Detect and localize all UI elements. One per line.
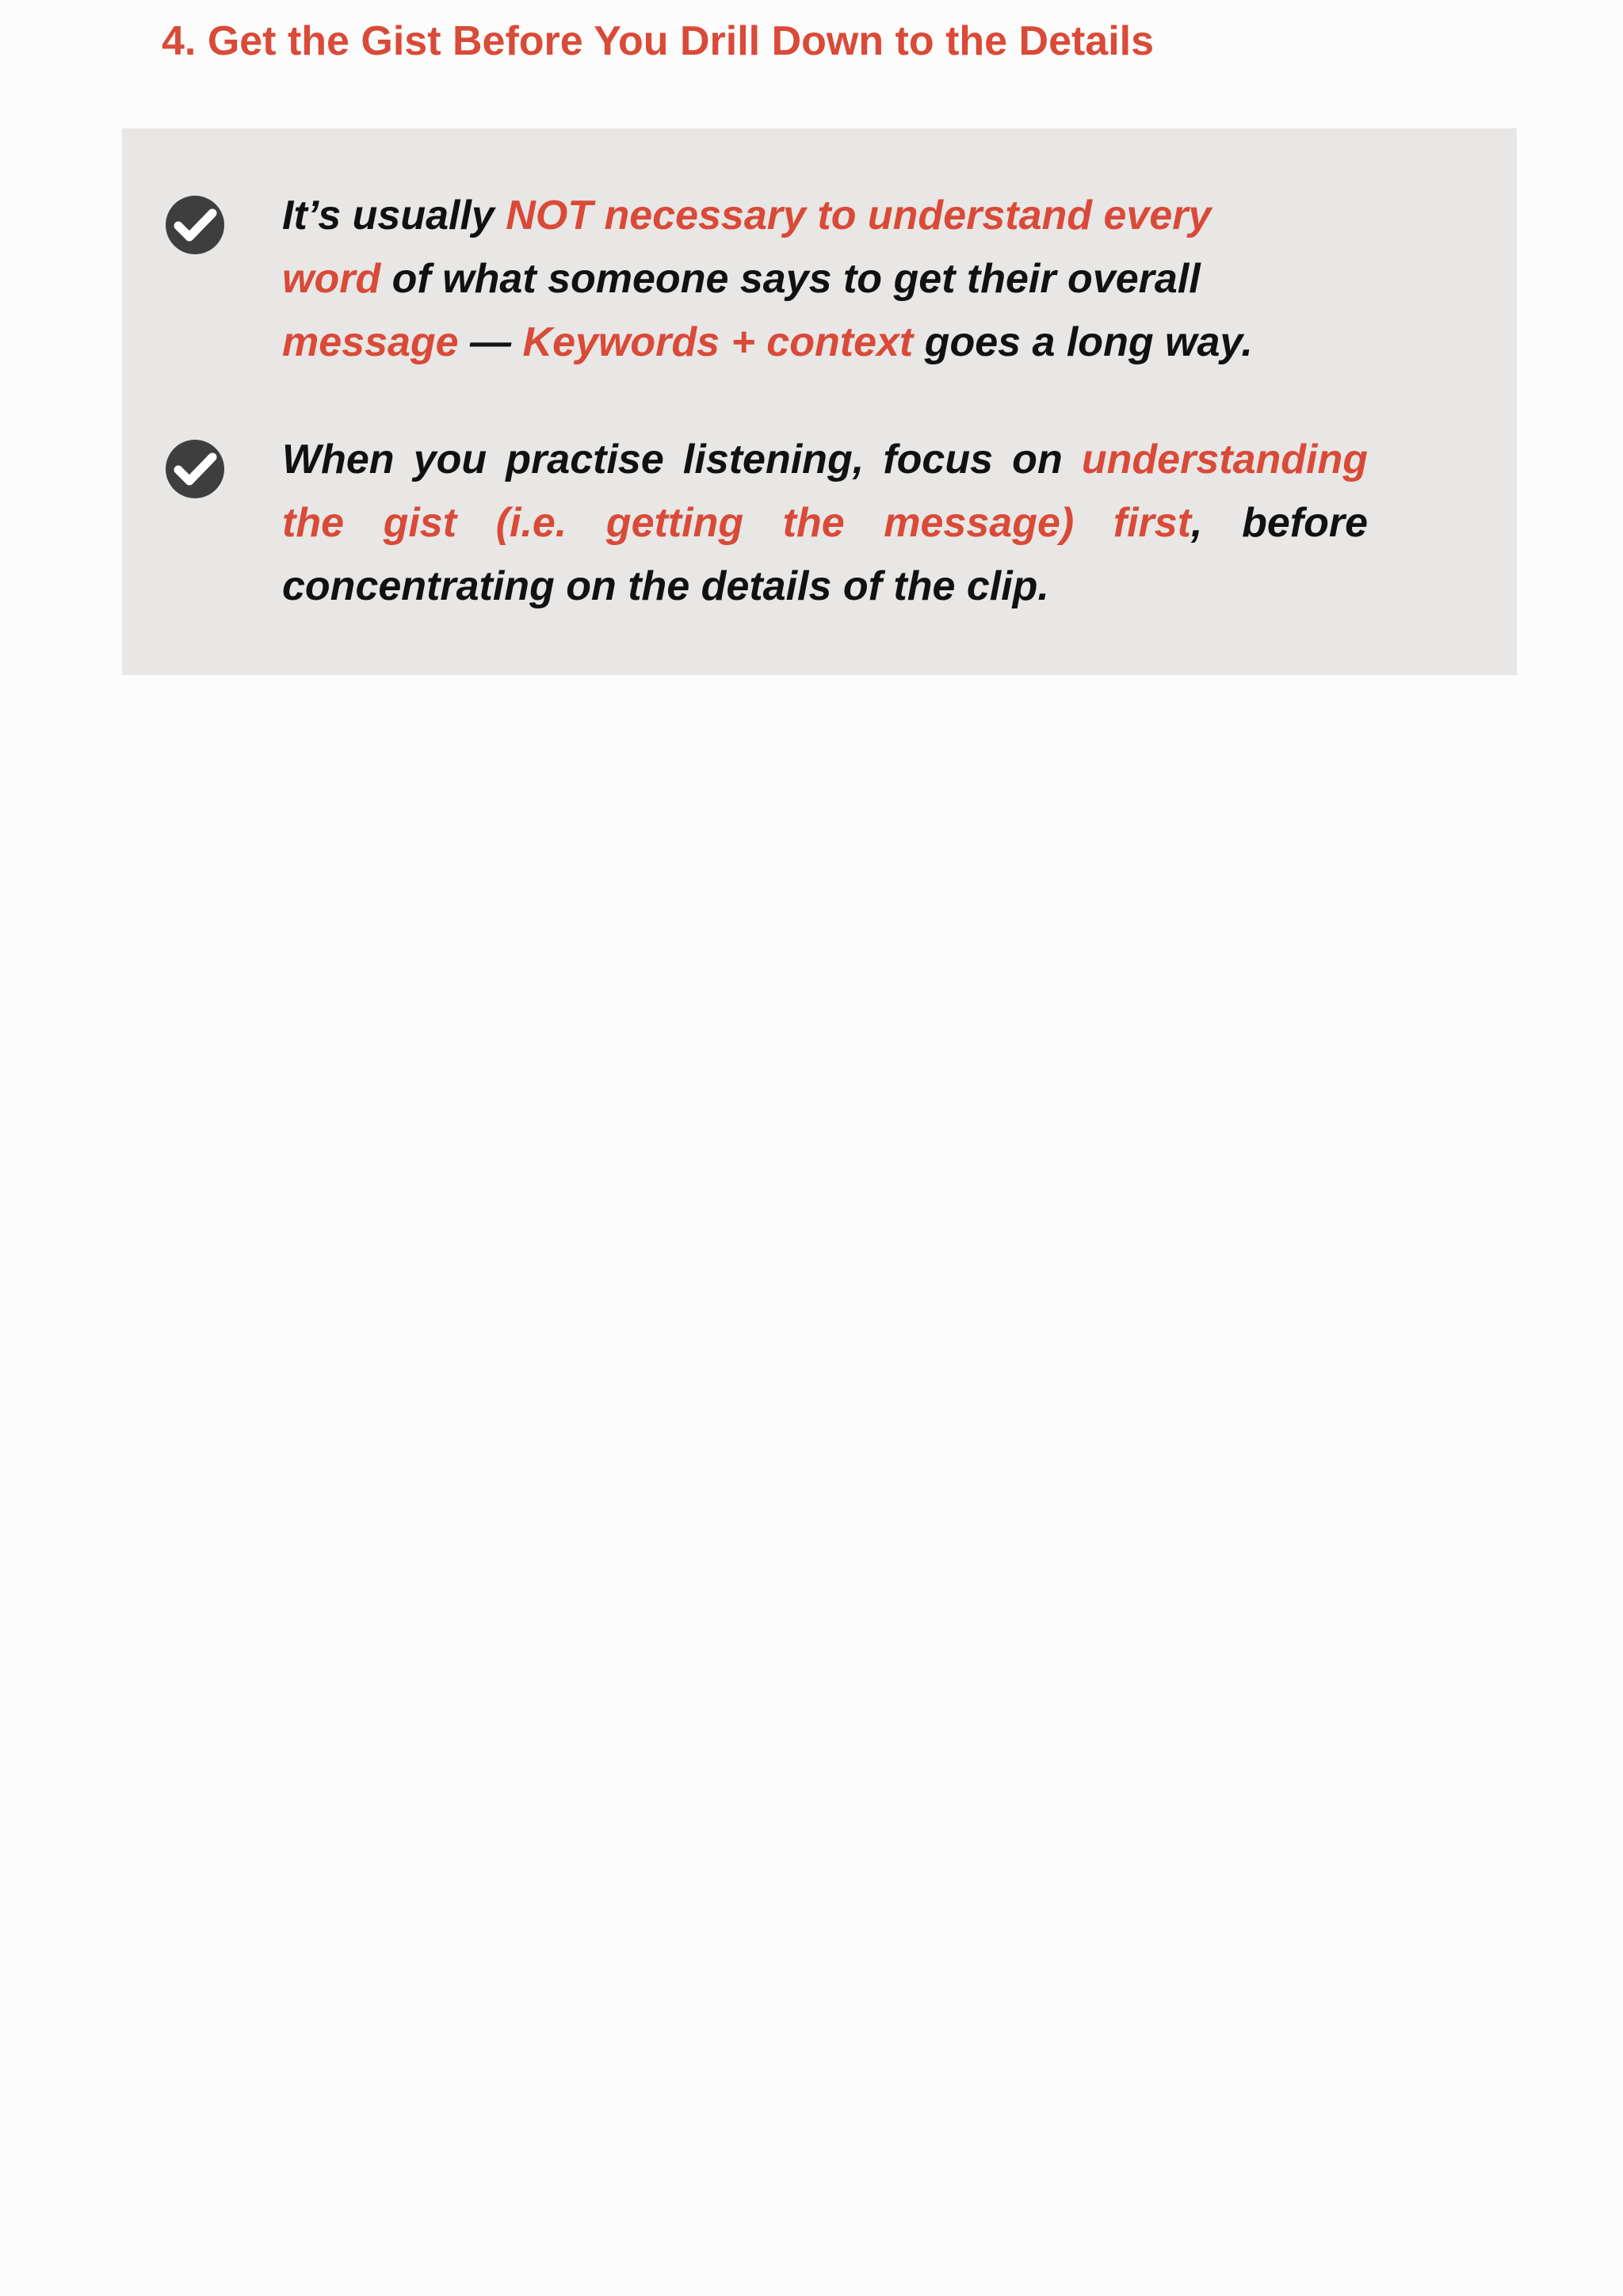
tip-box bbox=[122, 128, 1517, 675]
tip-text bbox=[282, 184, 1490, 374]
tip-text-segment: When you practise listening, focus on bbox=[282, 437, 1082, 482]
section-title: 4. Get the Gist Before You Drill Down to the Details bbox=[162, 18, 1155, 64]
highlighted-text: NOT necessary to understand every bbox=[506, 193, 1212, 238]
highlighted-text: message bbox=[282, 319, 459, 365]
check-circle-icon bbox=[165, 439, 225, 499]
check-circle-icon bbox=[165, 195, 225, 255]
highlighted-text: Keywords + context bbox=[522, 319, 914, 365]
tip-text-segment: , before concentrating on the details of the clip. bbox=[282, 500, 1368, 609]
tip-text-segment: — bbox=[458, 319, 523, 365]
highlighted-text: understanding the gist (i.e. getting the message) first bbox=[282, 437, 1368, 546]
tip-text bbox=[282, 428, 1368, 618]
tip-text-segment: It’s usually bbox=[282, 193, 506, 238]
tip-text-segment: goes a long way. bbox=[913, 319, 1253, 365]
highlighted-text: word bbox=[282, 256, 381, 302]
tip-text-segment: of what someone says to get their overall bbox=[380, 256, 1201, 302]
